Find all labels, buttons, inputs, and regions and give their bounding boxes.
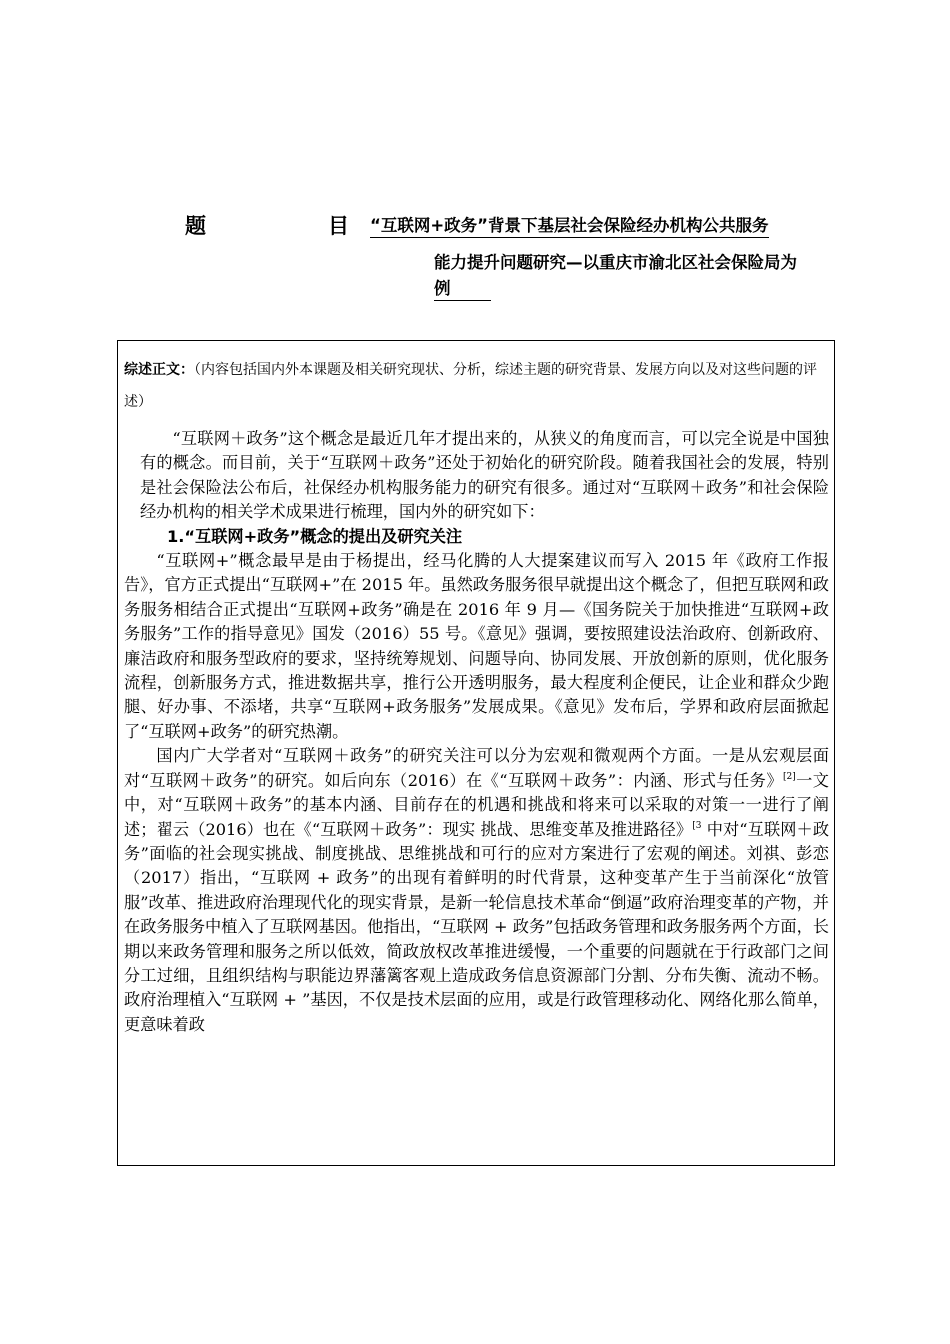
review-heading bbox=[124, 354, 826, 418]
thesis-title-line-1: “互联网+政务”背景下基层社会保险经办机构公共服务 bbox=[370, 212, 769, 238]
paragraph-intro: “互联网＋政务”这个概念是最近几年才提出来的，从狭义的角度而言，可以完全说是中国独有的概念。而目前，关于“互联网＋政务”还处于初始化的研究阶段。随着我国社会的发展，特别是社会保险法公布后，社保经办机构服务能力的研究有很多。通过对“互联网＋政务”和社会保险经办机构的相关学术成果进行梳理，国内外的研究如下： bbox=[140, 429, 829, 522]
reference-marker-3: [3 bbox=[692, 820, 702, 831]
title-label-mu: 目 bbox=[328, 214, 349, 238]
review-body bbox=[124, 427, 829, 1037]
review-heading-note: （内容包括国内外本课题及相关研究现状、分析，综述主题的研究背景、发展方向以及对这些问题的评述） bbox=[124, 362, 817, 410]
paragraph-domestic-part-c: 中对“互联网＋政务”面临的社会现实挑战、制度挑战、思维挑战和可行的应对方案进行了宏观的阐述。刘祺、彭恋（2017）指出，“互联网 + 政务”的出现有着鲜明的时代背景，这种变革产生于当前深化“放管服”改革、推进政府治理现代化的现实背景，是新一轮信息技术革命“倒逼”政府治理变革的产物，并在政务服务中植入了互联网基因。他指出，“互联网 + 政务”包括政务管理和政务服务两个方面，长期以来政务管理和服务之所以低效，简政放权改革推进缓慢，一个重要的问题就在于行政部门之间分工过细，且组织结构与职能边界藩篱客观上造成政务信息资源部门分割、分布失衡、流动不畅。政府治理植入“互联网 + ”基因，不仅是技术层面的应用，或是行政管理移动化、网络化那么简单，更意味着政 bbox=[124, 819, 830, 1034]
thesis-title-line-3-text: 例 bbox=[434, 279, 451, 298]
paragraph-concept: “互联网+”概念最早是由于杨提出，经马化腾的人大提案建议而写入 2015 年《政府工作报告》，官方正式提出“互联网+”在 2015 年。虽然政务服务很早就提出这个概念了，但把互联网和政务服务相结合正式提出“互联网+政务”确是在 2016 年 9 月—《国务院关于加快推进“互联网+政务服务”工作的指导意见》国发（2016）55 号。《意见》强调，要按照建设法治政府、创新政府、廉洁政府和服务型政府的要求，坚持统筹规划、问题导向、协同发展、开放创新的原则，优化服务流程，创新服务方式，推进数据共享，推行公开透明服务，最大程度利企便民，让企业和群众少跑腿、好办事、不添堵，共享“互联网+政务服务”发展成果。《意见》发布后，学界和政府层面掀起了“互联网+政务”的研究热潮。 bbox=[124, 551, 829, 741]
reference-marker-2: [2] bbox=[782, 771, 796, 782]
thesis-title-line-3 bbox=[434, 275, 491, 301]
paragraph-domestic-research bbox=[124, 744, 829, 1037]
title-label-ti: 题 bbox=[185, 214, 206, 238]
section-heading-1: 1.“互联网+政务”概念的提出及研究关注 bbox=[167, 526, 463, 546]
literature-review-box bbox=[117, 340, 835, 1166]
paragraph-domestic-part-a: 国内广大学者对“互联网＋政务”的研究关注可以分为宏观和微观两个方面。一是从宏观层面对“互联网＋政务”的研究。如后向东（2016）在《“互联网＋政务”：内涵、形式与任务》 bbox=[124, 746, 829, 790]
thesis-title-line-2: 能力提升问题研究—以重庆市渝北区社会保险局为 bbox=[434, 253, 797, 272]
paragraph-domestic-part-b: 一文中，对“互联网＋政务”的基本内涵、目前存在的机遇和挑战和将来可以采取的对策一一进行了阐述；翟云（2016）也在《“互联网＋政务”：现实 挑战、思维变革及推进路径》 bbox=[124, 770, 829, 839]
review-heading-label: 综述正文： bbox=[124, 362, 194, 378]
